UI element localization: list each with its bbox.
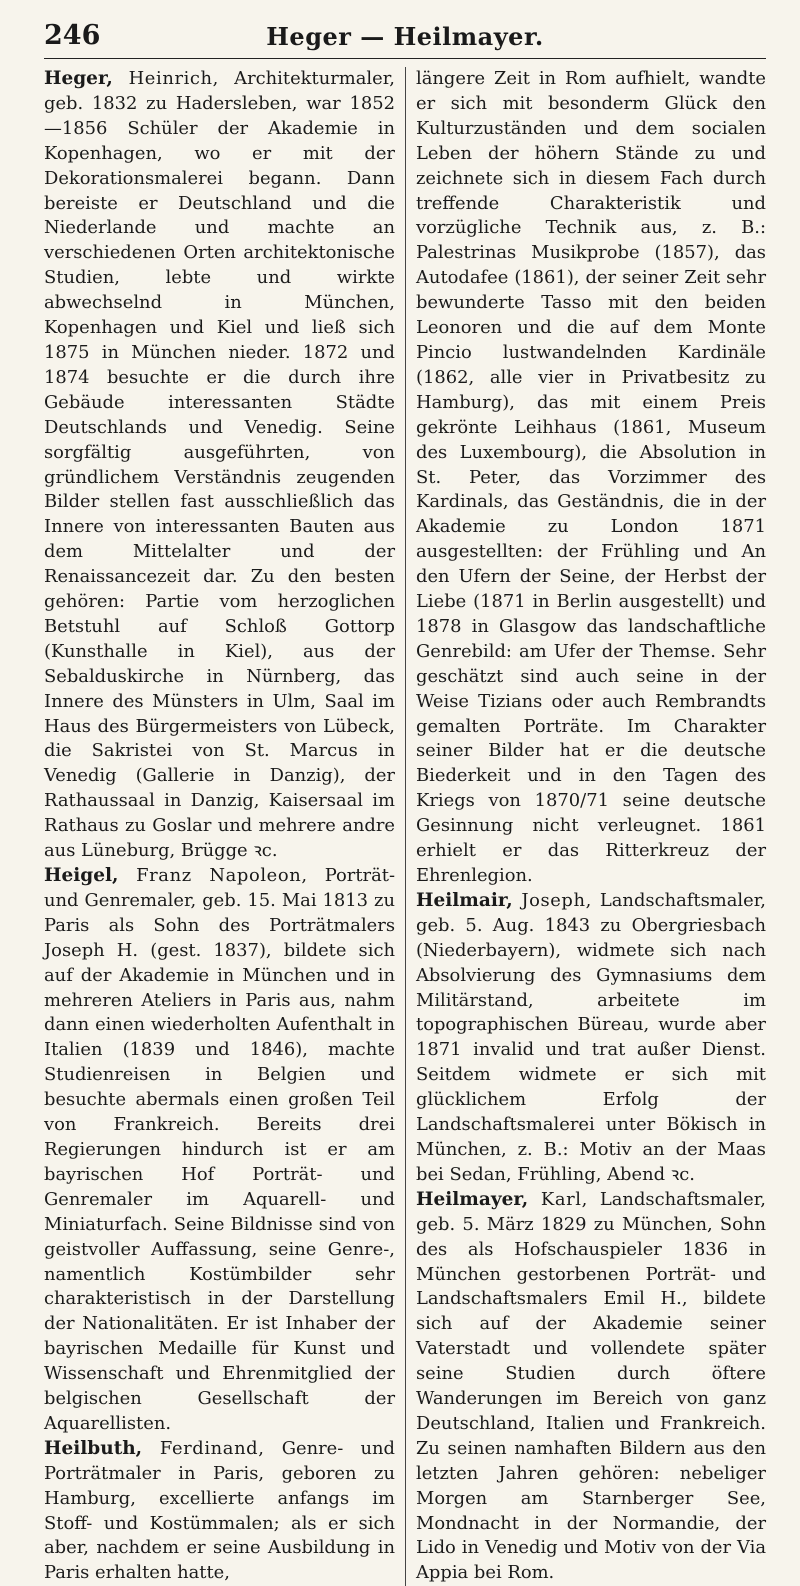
page-header [44,14,766,59]
entry-text: Genre- und Porträtmaler in Paris, geboren zu Hamburg, excellierte anfangs im Stoff- und Kostümmalen; als er sich aber, nachdem er seine Ausbildung in Paris erhalten hatte, [44,1437,395,1584]
entry-given-name: Franz Napoleon, [118,865,308,886]
entry-heger [44,67,395,864]
entry-headword: Heilmair, [416,889,513,911]
entry-heigel [44,864,395,1437]
entry-text: Porträt- und Genremaler, geb. 15. Mai 1813 zu Paris als Sohn des Porträtmalers Joseph H. (gest. 1837), bildete sich auf der Akademie in München und in mehreren Ateliers in Paris aus, nahm dann einen wiederholten Aufenthalt in Italien (1839 und 1846), machte Studienreisen in Belgien und besuchte abermals einen großen Teil von Frankreich. Bereits drei Regierungen hindurch ist er am bayrischen Hof Porträt- und Genremaler im Aquarell- und Miniaturfach. Seine Bildnisse sind von geistvoller Auffassung, seine Genre-, namentlich Kostümbilder sehr charakteristisch in der Darstellung der Nationalitäten. Er ist Inhaber der bayrischen Medaille für Kunst und Wissenschaft und Ehrenmitglied der belgischen Gesellschaft der Aquarellisten. [44,865,396,1434]
left-column [44,67,405,1586]
entry-heilbuth [44,1437,395,1586]
entry-text: Architekturmaler, geb. 1832 zu Hadersleben, war 1852—1856 Schüler der Akademie in Kopenhagen, wo er mit der Dekorationsmalerei begann. Dann bereiste er Deutschland und die Niederlande und machte an verschiedenen Orten architektonische Studien, lebte und wirkte abwechselnd in München, Kopenhagen und Kiel und ließ sich 1875 in München nieder. 1872 und 1874 besuchte er die durch ihre Gebäude interessanten Städte Deutschlands und Venedig. Seine sorgfältig ausgeführten, von gründlichem Verständnis zeugenden Bilder stellen fast ausschließlich das Innere von interessanten Bauten aus dem Mittelalter und der Renaissancezeit dar. Zu den besten gehören: Partie vom herzoglichen Betstuhl auf Schloß Gottorp (Kunsthalle in Kiel), aus der Sebalduskirche in Nürnberg, das Innere des Münsters in Ulm, Saal im Haus des Bürgermeisters von Lübeck, die Sakristei von St. Marcus in Venedig (Gallerie in Danzig), der Rathaussaal in Danzig, Kaisersaal im Rathaus zu Goslar und mehrere andre aus Lüneburg, Brügge ꝛc. [44,68,395,862]
entry-heilmair [416,889,766,1188]
entry-heilbuth-continued [416,67,766,889]
entry-headword: Heigel, [44,865,119,886]
entry-text-continued: längere Zeit in Rom aufhielt, wandte er sich mit besonderm Glück den Kulturzuständen und dem socialen Leben der höhern Stände zu und zeichnete sich in diesem Fach durch treffende Charakteristik und vorzügliche Technik aus, z. B.: Palestrinas Musikprobe (1857), das Autodafee (1861), der seiner Zeit sehr bewunderte Tasso mit den beiden Leonoren und die auf dem Monte Pincio lustwandelnden Kardinäle (1862, alle vier in Privatbesitz zu Hamburg), das mit einem Preis gekrönte Leihhaus (1861, Museum des Luxembourg), die Absolution in St. Peter, das Vorzimmer des Kardinals, das Geständnis, die in der Akademie zu London 1871 ausgestellten: der Frühling und An den Ufern der Seine, der Herbst der Liebe (1871 in Berlin ausgestellt) und 1878 in Glasgow das landschaftliche Genrebild: am Ufer der Themse. Sehr geschätzt sind auch seine in der Weise Tizians oder auch Rembrandts gemalten Porträte. Im Charakter seiner Bilder hat er die deutsche Biederkeit und in den Tagen des Kriegs von 1870/71 seine deutsche Gesinnung nicht verleugnet. 1861 erhielt er das Ritterkreuz der Ehrenlegion. [416,68,766,886]
entry-given-name: Heinrich, [112,68,219,89]
entry-text: Landschaftsmaler, geb. 5. Aug. 1843 zu Obergriesbach (Niederbayern), widmete sich nach Absolvierung des Gymnasiums dem Militärstand, arbeitete im topographischen Büreau, wurde aber 1871 invalid und trat außer Dienst. Seitdem widmete er sich mit glücklichem Erfolg der Landschaftsmalerei unter Bökisch in München, z. B.: Motiv an der Maas bei Sedan, Frühling, Abend ꝛc. [416,889,766,1185]
entry-given-name: Karl, [528,1188,588,1210]
right-column [405,67,766,1586]
entry-headword: Heger, [44,68,113,89]
entry-heilmayer [416,1188,766,1586]
entry-headword: Heilmayer, [416,1188,529,1210]
entry-given-name: Ferdinand, [142,1437,265,1459]
running-title: Heger — Heilmayer. [266,22,544,51]
entry-given-name: Joseph, [512,889,592,911]
entry-text: Landschaftsmaler, geb. 5. März 1829 zu München, Sohn des als Hofschauspieler 1836 in München gestorbenen Porträt- und Landschaftsmalers Emil H., bildete sich auf der Akademie seiner Vaterstadt und vollendete später seine Studien durch öftere Wanderungen im Bereich von ganz Deutschland, Italien und Frankreich. Zu seinen namhaften Bildern aus den letzten Jahren gehören: nebeliger Morgen am Starnberger See, Mondnacht in der Normandie, der Lido in Venedig und Motiv von der Via Appia bei Rom. [416,1188,766,1584]
text-columns [44,67,766,1586]
entry-headword: Heilbuth, [44,1437,143,1459]
page-number: 246 [44,20,101,51]
